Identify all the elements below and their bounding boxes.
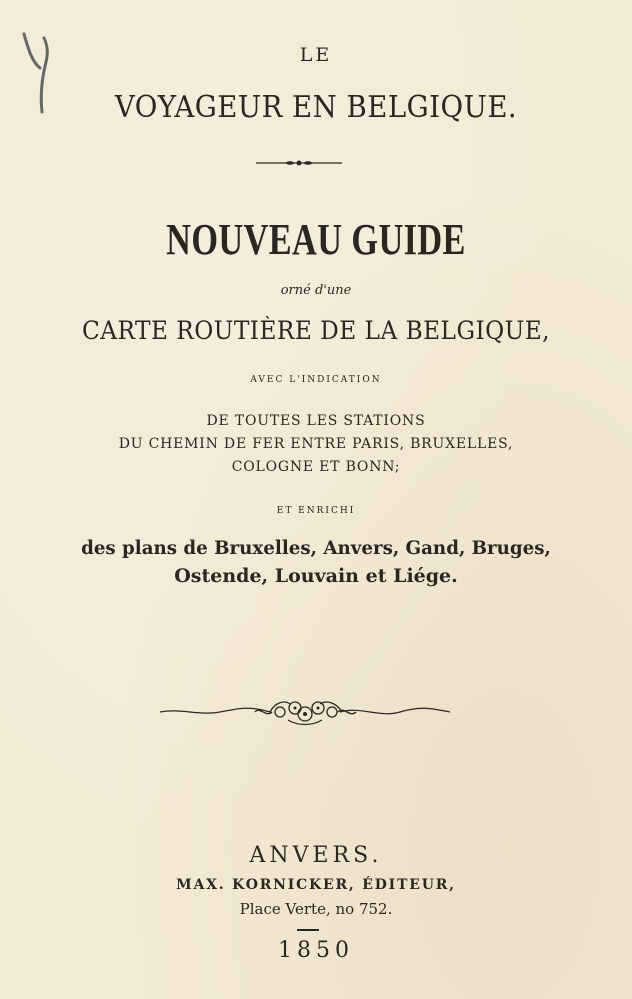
title-line-le: LE xyxy=(299,44,333,66)
carte-title: CARTE ROUTIÈRE DE LA BELGIQUE, xyxy=(81,316,551,345)
orne-text: orné d'une xyxy=(280,283,352,298)
imprint-rule xyxy=(297,929,319,931)
stations-line: DU CHEMIN DE FER ENTRE PARIS, BRUXELLES, xyxy=(118,436,514,452)
stations-line: DE TOUTES LES STATIONS xyxy=(206,413,426,429)
imprint-city: ANVERS. xyxy=(249,843,383,868)
avec-text: AVEC L'INDICATION xyxy=(250,375,382,385)
imprint-year: 1850 xyxy=(278,938,354,963)
stations-line: COLOGNE ET BONN; xyxy=(231,459,401,475)
title-line-voyageur: VOYAGEUR EN BELGIQUE. xyxy=(114,90,518,125)
imprint-address: Place Verte, no 752. xyxy=(239,900,393,918)
imprint-publisher: MAX. KORNICKER, ÉDITEUR, xyxy=(176,877,456,893)
plans-line: des plans de Bruxelles, Anvers, Gand, Bruges, xyxy=(81,537,551,559)
title-divider xyxy=(256,158,342,168)
plans-line: Ostende, Louvain et Liége. xyxy=(174,565,458,587)
headline: NOUVEAU GUIDE xyxy=(166,215,466,264)
enrichi-text: ET ENRICHI xyxy=(276,506,356,516)
floral-ornament xyxy=(160,694,450,730)
